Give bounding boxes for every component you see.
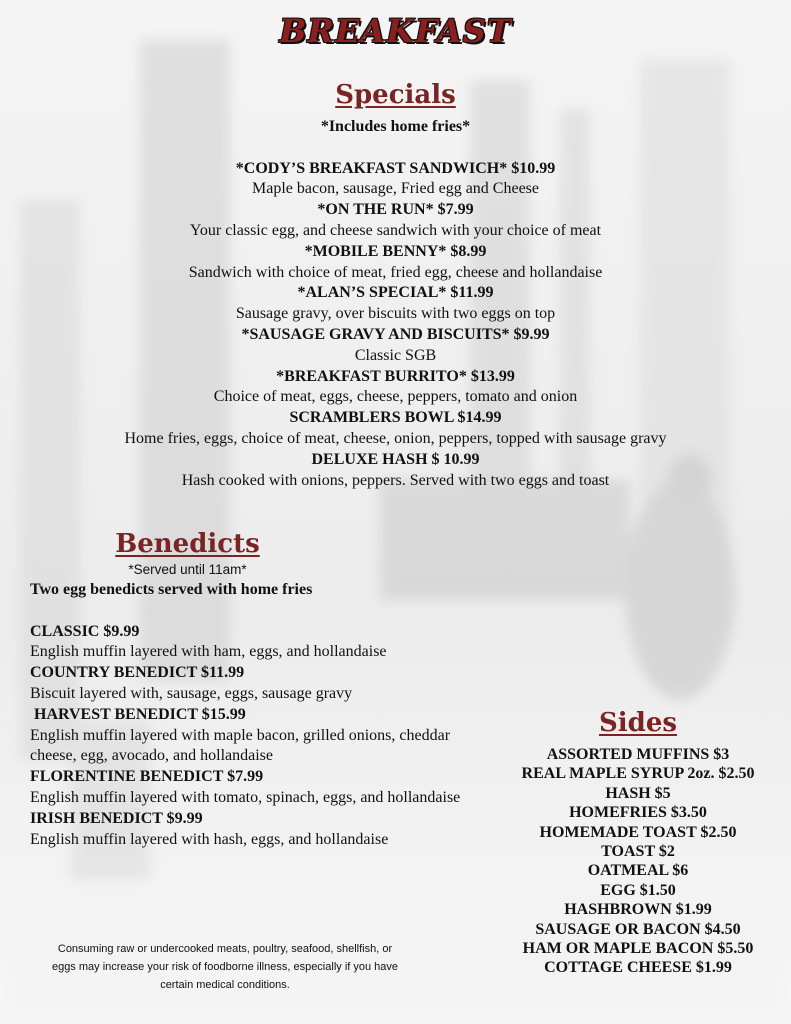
side-item: REAL MAPLE SYRUP 2oz. $2.50 bbox=[521, 765, 755, 783]
disclaimer-line: eggs may increase your risk of foodborne illness, especially if you have bbox=[51, 961, 399, 973]
special-item-name: DELUXE HASH $ 10.99 bbox=[311, 450, 480, 468]
special-item-desc: Home fries, eggs, choice of meat, cheese, onion, peppers, topped with sausage gravy bbox=[124, 429, 667, 447]
side-item: HOMEMADE TOAST $2.50 bbox=[539, 823, 737, 841]
special-item-name: *MOBILE BENNY* $8.99 bbox=[304, 242, 487, 260]
side-item: SAUSAGE OR BACON $4.50 bbox=[535, 920, 741, 938]
side-item: EGG $1.50 bbox=[600, 881, 676, 899]
benedict-item-name: COUNTRY BENEDICT $11.99 bbox=[30, 664, 245, 682]
side-item: HOMEFRIES $3.50 bbox=[569, 804, 707, 822]
benedicts-heading: Benedicts bbox=[115, 529, 260, 559]
special-item-desc: Classic SGB bbox=[354, 346, 437, 364]
sides-list bbox=[508, 745, 768, 978]
special-item-name: *SAUSAGE GRAVY AND BISCUITS* $9.99 bbox=[241, 325, 550, 343]
page-title: BREAKFAST bbox=[279, 12, 512, 50]
special-item-desc: Sandwich with choice of meat, fried egg, cheese and hollandaise bbox=[188, 263, 603, 281]
benedict-item-desc: English muffin layered with tomato, spinach, eggs, and hollandaise bbox=[30, 788, 461, 806]
special-item-desc: Choice of meat, eggs, cheese, peppers, tomato and onion bbox=[213, 388, 578, 406]
specials-subtitle: *Includes home fries* bbox=[320, 118, 471, 135]
benedicts-note: *Served until 11am* bbox=[128, 562, 247, 577]
specials-section bbox=[0, 117, 791, 491]
benedicts-section bbox=[30, 580, 530, 850]
benedict-item-desc: English muffin layered with maple bacon, grilled onions, cheddar bbox=[30, 726, 451, 744]
special-item-name: *ON THE RUN* $7.99 bbox=[317, 201, 474, 219]
side-item: TOAST $2 bbox=[601, 843, 675, 861]
side-item: OATMEAL $6 bbox=[587, 862, 689, 880]
side-item: HASHBROWN $1.99 bbox=[564, 901, 712, 919]
benedict-item-name: CLASSIC $9.99 bbox=[30, 622, 140, 640]
specials-heading: Specials bbox=[335, 80, 456, 110]
benedict-item-desc: English muffin layered with hash, eggs, and hollandaise bbox=[30, 830, 389, 848]
benedict-item-desc: cheese, egg, avocado, and hollandaise bbox=[30, 747, 274, 765]
benedict-item-desc: Biscuit layered with, sausage, eggs, sausage gravy bbox=[30, 684, 353, 702]
benedicts-subtitle: Two egg benedicts served with home fries bbox=[30, 581, 313, 598]
special-item-desc: Your classic egg, and cheese sandwich with your choice of meat bbox=[189, 221, 602, 239]
food-safety-disclaimer bbox=[30, 940, 420, 994]
benedict-item-name: FLORENTINE BENEDICT $7.99 bbox=[30, 768, 264, 786]
benedict-item-desc: English muffin layered with ham, eggs, and hollandaise bbox=[30, 643, 387, 661]
disclaimer-line: Consuming raw or undercooked meats, poultry, seafood, shellfish, or bbox=[57, 943, 393, 955]
special-item-name: SCRAMBLERS BOWL $14.99 bbox=[289, 409, 502, 427]
specials-list bbox=[0, 159, 791, 492]
side-item: COTTAGE CHEESE $1.99 bbox=[544, 959, 732, 977]
benedict-item-name: HARVEST BENEDICT $15.99 bbox=[30, 705, 246, 723]
sides-heading: Sides bbox=[598, 708, 677, 738]
side-item: HASH $5 bbox=[605, 784, 671, 802]
special-item-desc: Maple bacon, sausage, Fried egg and Cheese bbox=[251, 180, 539, 198]
special-item-name: *CODY’S BREAKFAST SANDWICH* $10.99 bbox=[235, 159, 556, 177]
special-item-name: *BREAKFAST BURRITO* $13.99 bbox=[276, 367, 515, 385]
benedict-item-name: IRISH BENEDICT $9.99 bbox=[30, 809, 203, 827]
special-item-desc: Sausage gravy, over biscuits with two eggs on top bbox=[235, 305, 556, 323]
disclaimer-line: certain medical conditions. bbox=[160, 979, 290, 991]
special-item-desc: Hash cooked with onions, peppers. Served with two eggs and toast bbox=[181, 471, 610, 489]
special-item-name: *ALAN’S SPECIAL* $11.99 bbox=[297, 284, 494, 302]
side-item: ASSORTED MUFFINS $3 bbox=[546, 746, 730, 763]
side-item: HAM OR MAPLE BACON $5.50 bbox=[522, 940, 754, 958]
